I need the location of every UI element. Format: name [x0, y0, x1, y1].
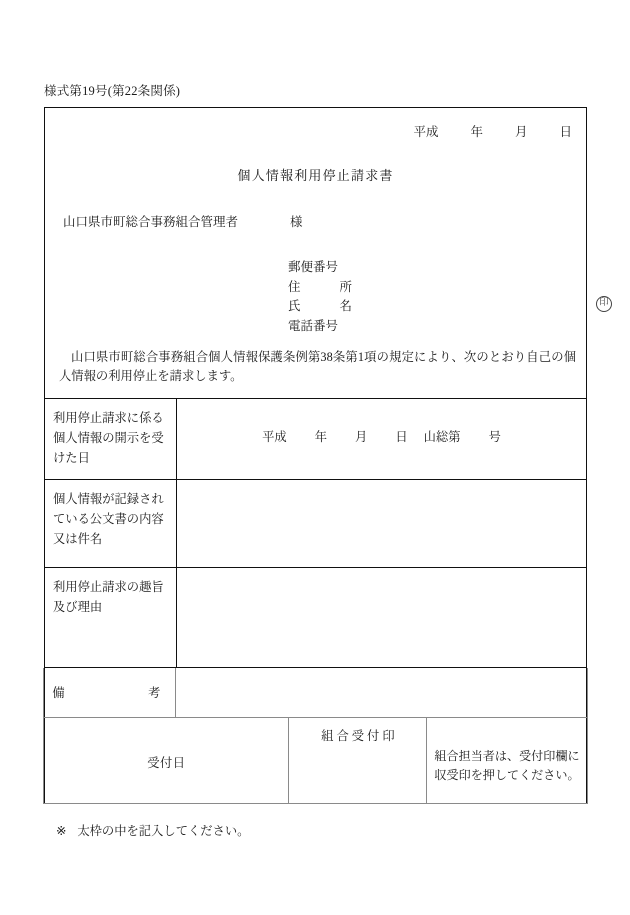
year-unit-label: 年: [470, 125, 483, 139]
document-title: 個人情報利用停止請求書: [237, 168, 394, 183]
disclosure-era: 平成: [262, 430, 287, 444]
table-row: [43, 668, 587, 718]
row-value-document-content[interactable]: [177, 480, 586, 567]
receipt-date-label: 受付日: [147, 756, 186, 770]
form-number-label: 様式第19号(第22条関係): [44, 84, 181, 98]
receipt-seal-label: 組合受付印: [321, 729, 398, 743]
applicant-fields: [288, 258, 609, 336]
name-label: 氏名: [288, 299, 352, 314]
row-label-document-content: 個人情報が記録されている公文書の内容又は件名: [45, 480, 177, 567]
day-unit-label: 日: [559, 125, 572, 139]
row-value-purpose-reason[interactable]: [177, 568, 586, 667]
form-footnote: [56, 821, 249, 839]
addressee-honorific: 様: [290, 215, 303, 229]
submission-date-line: [413, 122, 572, 140]
form-outer-frame: [44, 107, 609, 804]
disclosure-month-unit: 月: [355, 430, 368, 444]
row-label-remarks: 備考: [44, 668, 176, 717]
row-label-purpose-reason: 利用停止請求の趣旨及び理由: [45, 568, 177, 667]
month-unit-label: 月: [514, 125, 528, 139]
applicant-phone-row: [288, 317, 352, 337]
footnote-mark: ※: [56, 824, 67, 838]
receipt-row: [43, 718, 587, 804]
row-label-disclosure-date: 利用停止請求に係る個人情報の開示を受けた日: [45, 399, 177, 479]
receipt-seal-cell[interactable]: [289, 718, 427, 803]
era-label: 平成: [413, 125, 439, 139]
phone-label: 電話番号: [288, 318, 339, 333]
row-value-disclosure-date[interactable]: [177, 399, 586, 479]
addressee-line: [63, 212, 303, 230]
row-value-remarks[interactable]: [176, 668, 586, 717]
receipt-date-cell[interactable]: [44, 718, 289, 803]
table-row: [45, 568, 586, 668]
receipt-instruction-cell: [427, 718, 586, 803]
table-row: [45, 399, 586, 480]
addressee-name: 山口県市町総合事務組合管理者: [63, 215, 239, 229]
table-row: [45, 480, 586, 568]
footnote-text: 太枠の中を記入してください。: [77, 824, 250, 838]
request-statement: 山口県市町総合事務組合個人情報保護条例第38条第1項の規定により、次のとおり自己の個人情報の利用停止を請求します。: [59, 350, 576, 383]
applicant-address-row: [288, 278, 352, 298]
disclosure-doc-prefix: 山総第: [423, 430, 461, 444]
address-label: 住所: [288, 279, 352, 294]
receipt-instruction-text: 組合担当者は、受付印欄に収受印を押してください。: [434, 749, 580, 782]
disclosure-doc-suffix: 号: [488, 430, 501, 444]
form-header-section: [45, 108, 609, 399]
postal-code-label: 郵便番号: [288, 260, 339, 274]
disclosure-day-unit: 日: [395, 430, 408, 444]
seal-stamp-icon: 印: [596, 296, 612, 312]
disclosure-year-unit: 年: [314, 430, 328, 444]
applicant-postal-row: [288, 258, 352, 278]
applicant-name-row: [288, 297, 609, 317]
